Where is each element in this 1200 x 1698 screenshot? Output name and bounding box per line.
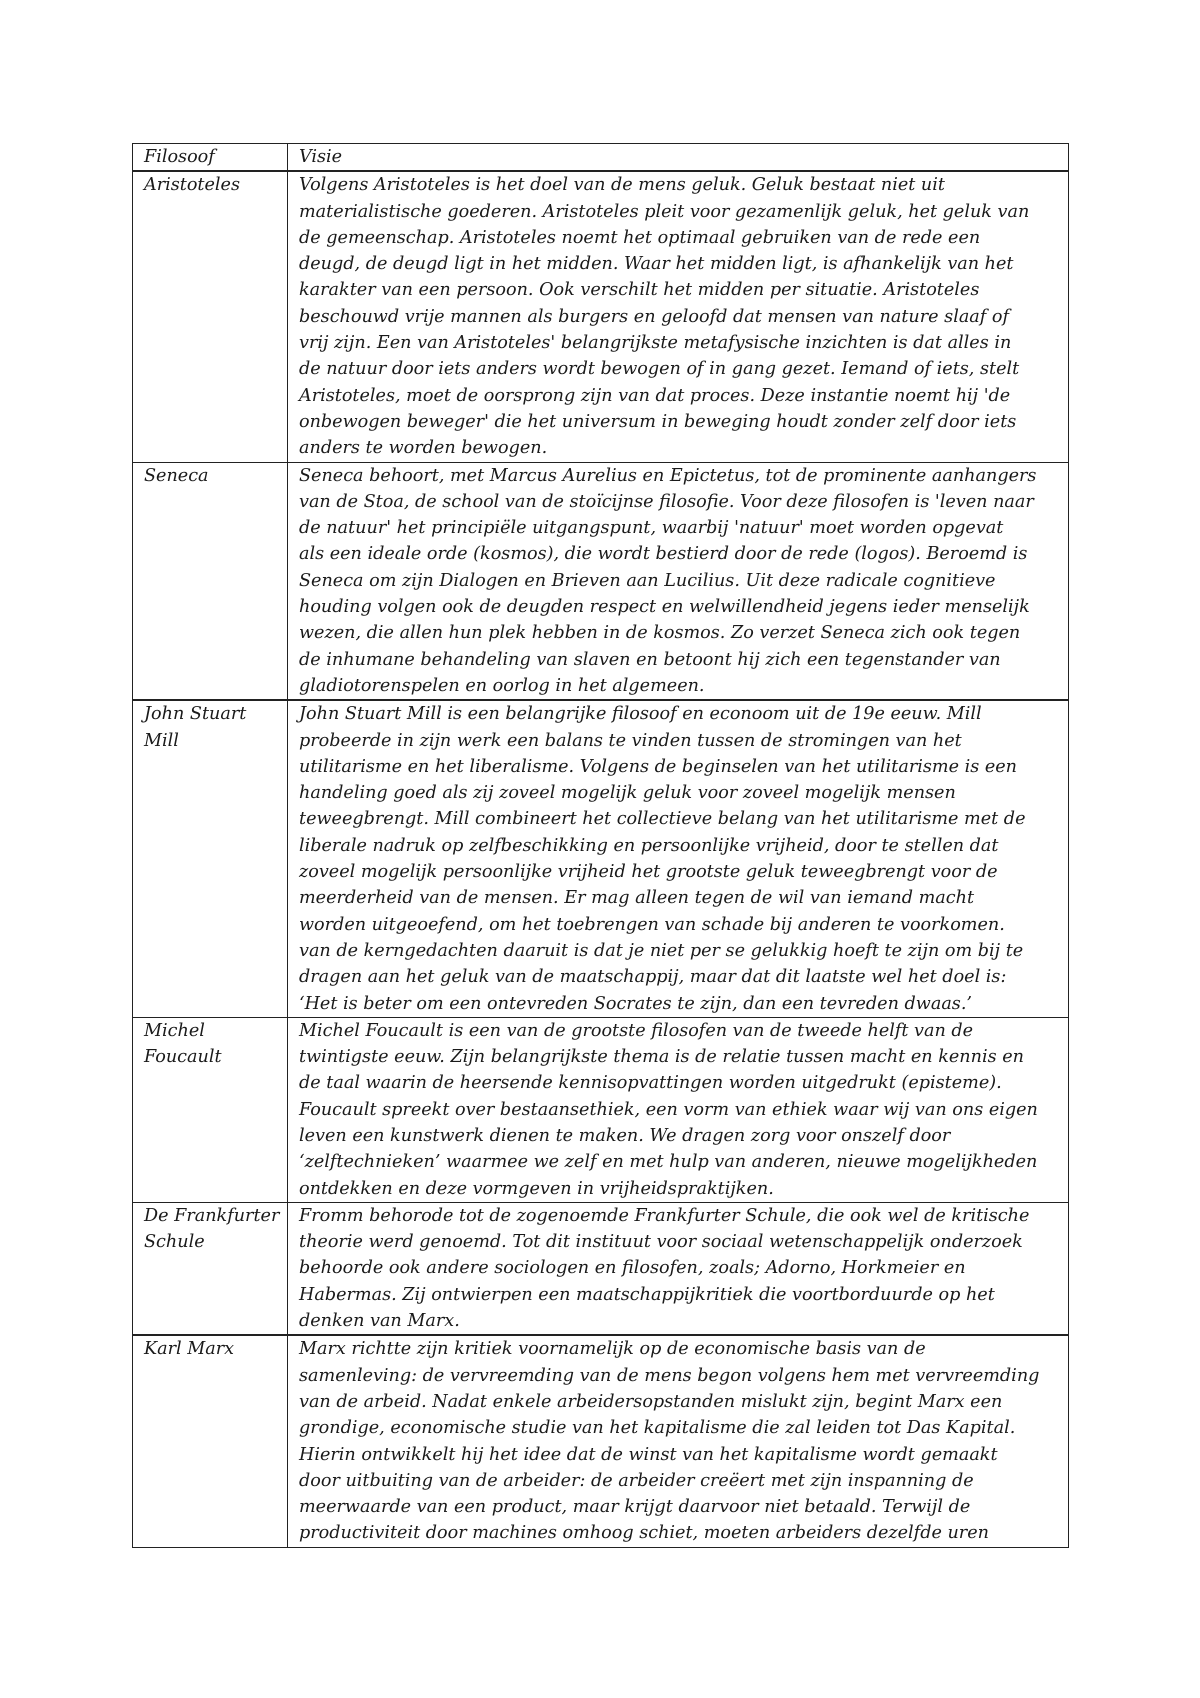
table-row-foucault	[133, 1017, 1069, 1202]
philosopher-vision: Volgens Aristoteles is het doel van de mens geluk. Geluk bestaat niet uit materialistische goederen. Aristoteles pleit voor gezamenlijk geluk, het geluk van de gemeenschap. Aristoteles noemt het optimaal gebruiken van de rede een deugd, de deugd ligt in het midden. Waar het midden ligt, is afhankelijk van het karakter van een persoon. Ook verschilt het midden per situatie. Aristoteles beschouwd vrije mannen als burgers en geloofd dat mensen van nature slaaf of vrij zijn. Een van Aristoteles' belangrijkste metafysische inzichten is dat alles in de natuur door iets anders wordt bewogen of in gang gezet. Iemand of iets, stelt Aristoteles, moet de oorsprong zijn van dat proces. Deze instantie noemt hij 'de onbewogen beweger' die het universum in beweging houdt zonder zelf door iets anders te worden bewogen.	[288, 171, 1069, 462]
philosopher-name: Karl Marx	[133, 1335, 288, 1547]
philosopher-name: Michel Foucault	[133, 1017, 288, 1202]
philosopher-name: De Frankfurter Schule	[133, 1202, 288, 1335]
table-row-marx	[133, 1335, 1069, 1547]
header-philosopher: Filosoof	[133, 144, 288, 172]
philosopher-name: Aristoteles	[133, 171, 288, 462]
table-row-seneca	[133, 462, 1069, 700]
table-row-frankfurter-schule	[133, 1202, 1069, 1335]
philosopher-vision: Marx richtte zijn kritiek voornamelijk op de economische basis van de samenleving: de vervreemding van de mens begon volgens hem met vervreemding van de arbeid. Nadat enkele arbeidersopstanden mislukt zijn, begint Marx een grondige, economische studie van het kapitalisme die zal leiden tot Das Kapital. Hierin ontwikkelt hij het idee dat de winst van het kapitalisme wordt gemaakt door uitbuiting van de arbeider: de arbeider creëert met zijn inspanning de meerwaarde van een product, maar krijgt daarvoor niet betaald. Terwijl de productiviteit door machines omhoog schiet, moeten arbeiders dezelfde uren	[288, 1335, 1069, 1547]
table-row-mill	[133, 700, 1069, 1017]
table-header-row	[133, 144, 1069, 172]
philosopher-name: Seneca	[133, 462, 288, 700]
philosophers-table	[132, 143, 1069, 1548]
philosopher-vision: Michel Foucault is een van de grootste filosofen van de tweede helft van de twintigste eeuw. Zijn belangrijkste thema is de relatie tussen macht en kennis en de taal waarin de heersende kennisopvattingen worden uitgedrukt (episteme). Foucault spreekt over bestaansethiek, een vorm van ethiek waar wij van ons eigen leven een kunstwerk dienen te maken. We dragen zorg voor onszelf door ‘zelftechnieken’ waarmee we zelf en met hulp van anderen, nieuwe mogelijkheden ontdekken en deze vormgeven in vrijheidspraktijken.	[288, 1017, 1069, 1202]
header-vision: Visie	[288, 144, 1069, 172]
philosopher-vision: Seneca behoort, met Marcus Aurelius en Epictetus, tot de prominente aanhangers van de Stoa, de school van de stoïcijnse filosofie. Voor deze filosofen is 'leven naar de natuur' het principiële uitgangspunt, waarbij 'natuur' moet worden opgevat als een ideale orde (kosmos), die wordt bestierd door de rede (logos). Beroemd is Seneca om zijn Dialogen en Brieven aan Lucilius. Uit deze radicale cognitieve houding volgen ook de deugden respect en welwillendheid jegens ieder menselijk wezen, die allen hun plek hebben in de kosmos. Zo verzet Seneca zich ook tegen de inhumane behandeling van slaven en betoont hij zich een tegenstander van gladiotorenspelen en oorlog in het algemeen.	[288, 462, 1069, 700]
philosopher-name: John Stuart Mill	[133, 700, 288, 1017]
table-row-aristoteles	[133, 171, 1069, 462]
philosopher-vision: John Stuart Mill is een belangrijke filosoof en econoom uit de 19e eeuw. Mill probeerde in zijn werk een balans te vinden tussen de stromingen van het utilitarisme en het liberalisme. Volgens de beginselen van het utilitarisme is een handeling goed als zij zoveel mogelijk geluk voor zoveel mogelijk mensen teweegbrengt. Mill combineert het collectieve belang van het utilitarisme met de liberale nadruk op zelfbeschikking en persoonlijke vrijheid, door te stellen dat zoveel mogelijk persoonlijke vrijheid het grootste geluk teweegbrengt voor de meerderheid van de mensen. Er mag alleen tegen de wil van iemand macht worden uitgeoefend, om het toebrengen van schade bij anderen te voorkomen. van de kerngedachten daaruit is dat je niet per se gelukkig hoeft te zijn om bij te dragen aan het geluk van de maatschappij, maar dat dit laatste wel het doel is: ‘Het is beter om een ontevreden Socrates te zijn, dan een tevreden dwaas.’	[288, 700, 1069, 1017]
philosopher-vision: Fromm behorode tot de zogenoemde Frankfurter Schule, die ook wel de kritische theorie werd genoemd. Tot dit instituut voor sociaal wetenschappelijk onderzoek behoorde ook andere sociologen en filosofen, zoals; Adorno, Horkmeier en Habermas. Zij ontwierpen een maatschappijkritiek die voortborduurde op het denken van Marx.	[288, 1202, 1069, 1335]
